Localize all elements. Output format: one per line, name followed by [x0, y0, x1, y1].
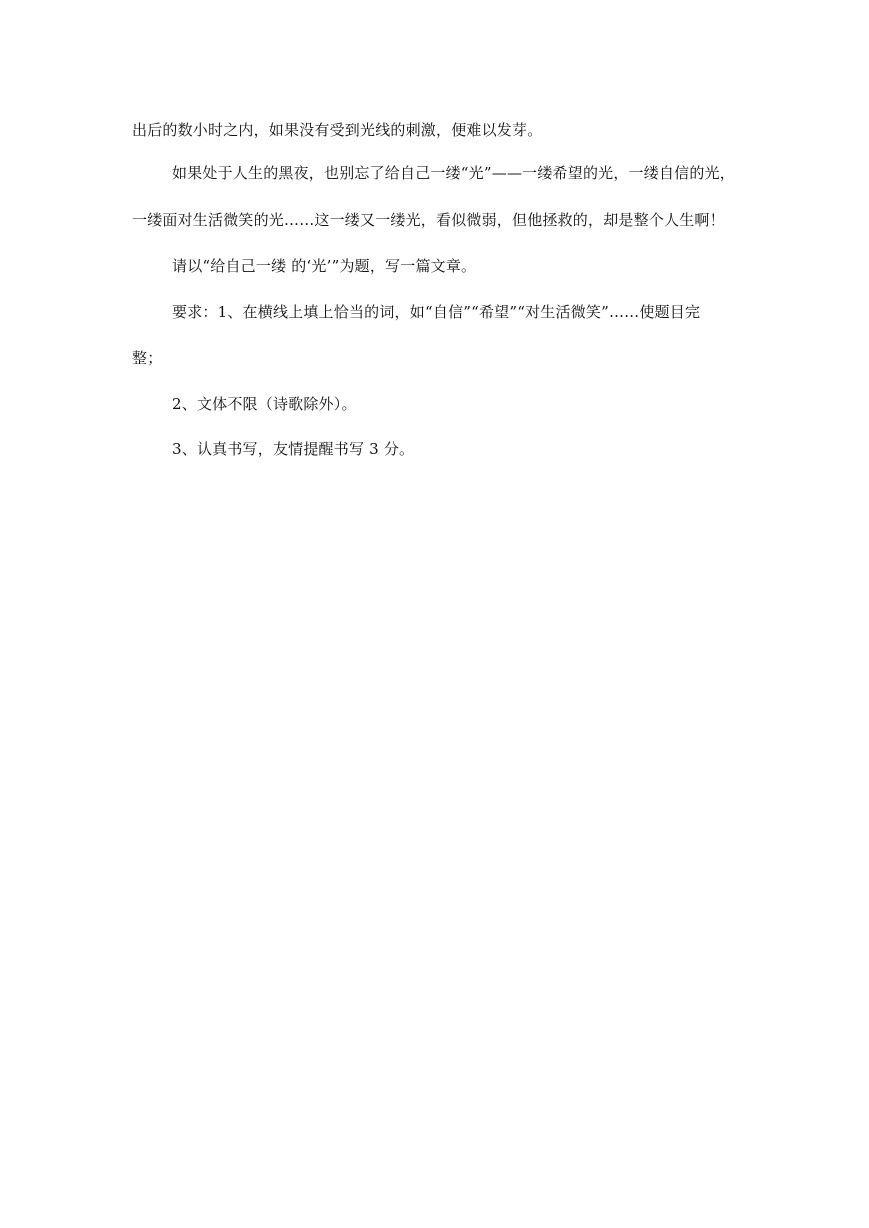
paragraph-line-3: 一缕面对生活微笑的光……这一缕又一缕光，看似微弱，但他拯救的，却是整个人生啊！ [132, 211, 725, 229]
requirement-line-2: 2、文体不限（诗歌除外）。 [172, 395, 357, 413]
paragraph-line-2: 如果处于人生的黑夜，也别忘了给自己一缕“光”——一缕希望的光，一缕自信的光， [172, 164, 735, 182]
requirement-line-3: 3、认真书写，友情提醒书写 3 分。 [172, 440, 415, 458]
requirement-line-1: 要求：1、在横线上填上恰当的词，如“自信”“希望”“对生活微笑”……使题目完 [172, 303, 701, 321]
prompt-title-line: 请以“给自己一缕 的‘光’”为题，写一篇文章。 [172, 257, 477, 275]
paragraph-line-1: 出后的数小时之内，如果没有受到光线的刺激，便难以发芽。 [132, 121, 543, 139]
requirement-line-1-continued: 整； [132, 349, 163, 367]
